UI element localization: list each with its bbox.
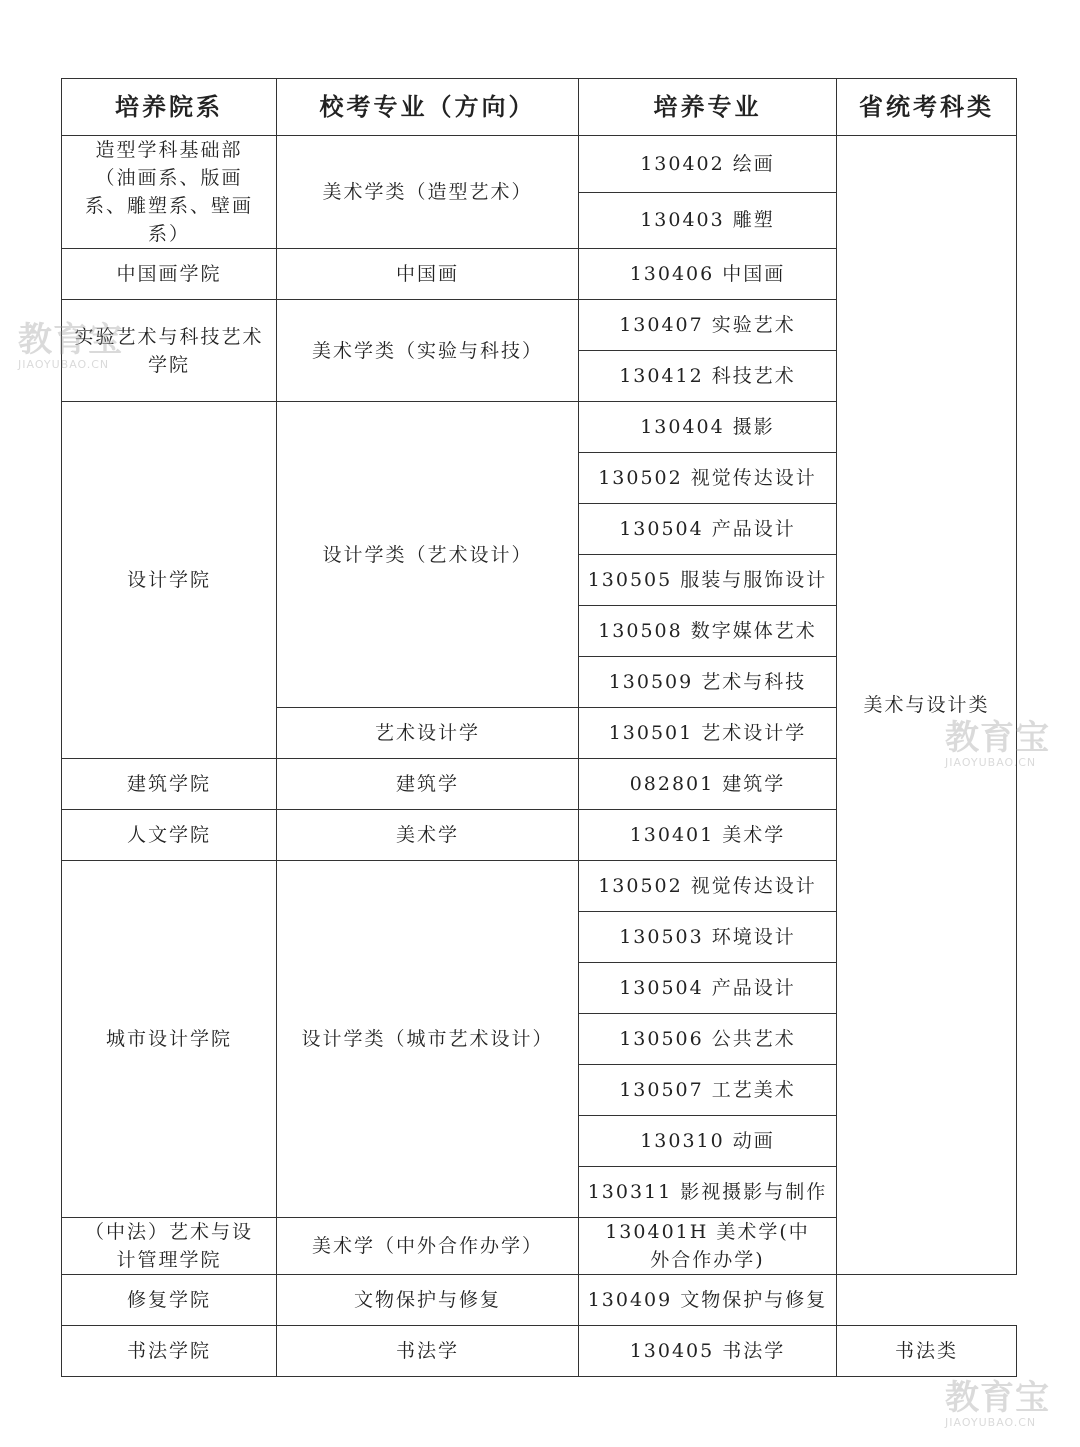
exam-cell: 文物保护与修复 — [277, 1275, 579, 1326]
header-row — [62, 79, 1017, 136]
header-major: 培养专业 — [579, 79, 837, 136]
major-cell: 130506 公共艺术 — [579, 1014, 837, 1065]
dept-cell: 修复学院 — [62, 1275, 277, 1326]
major-cell: 130504 产品设计 — [579, 963, 837, 1014]
table-row — [62, 136, 1017, 193]
major-cell: 130401H 美术学(中外合作办学) — [579, 1218, 837, 1275]
exam-cell: 艺术设计学 — [277, 708, 579, 759]
exam-cell: 设计学类（艺术设计） — [277, 402, 579, 708]
category-cell-calligraphy: 书法类 — [837, 1326, 1017, 1377]
dept-cell: 人文学院 — [62, 810, 277, 861]
exam-cell: 美术学 — [277, 810, 579, 861]
dept-cell: 书法学院 — [62, 1326, 277, 1377]
dept-cell: 实验艺术与科技艺术学院 — [62, 300, 277, 402]
table-row — [62, 1326, 1017, 1377]
major-cell: 130405 书法学 — [579, 1326, 837, 1377]
watermark-url: JIAOYUBAO.CN — [945, 756, 1037, 769]
watermark-url: JIAOYUBAO.CN — [945, 1416, 1037, 1429]
watermark-logo — [945, 1380, 1050, 1429]
major-cell: 082801 建筑学 — [579, 759, 837, 810]
majors-table — [61, 78, 1017, 1377]
dept-cell: （中法）艺术与设计管理学院 — [62, 1218, 277, 1275]
dept-cell: 建筑学院 — [62, 759, 277, 810]
dept-cell: 设计学院 — [62, 402, 277, 759]
major-cell: 130505 服装与服饰设计 — [579, 555, 837, 606]
dept-cell: 城市设计学院 — [62, 861, 277, 1218]
major-cell: 130502 视觉传达设计 — [579, 453, 837, 504]
watermark-text: 教育宝 — [945, 718, 1050, 758]
major-cell: 130503 环境设计 — [579, 912, 837, 963]
watermark-text: 教育宝 — [18, 320, 123, 360]
major-cell: 130401 美术学 — [579, 810, 837, 861]
major-cell: 130509 艺术与科技 — [579, 657, 837, 708]
major-cell: 130409 文物保护与修复 — [579, 1275, 837, 1326]
dept-cell: 造型学科基础部（油画系、版画系、雕塑系、壁画系） — [62, 136, 277, 249]
exam-cell: 美术学类（实验与科技） — [277, 300, 579, 402]
watermark-text: 教育宝 — [945, 1378, 1050, 1418]
major-cell: 130403 雕塑 — [579, 192, 837, 249]
major-cell: 130504 产品设计 — [579, 504, 837, 555]
major-cell: 130402 绘画 — [579, 136, 837, 193]
major-cell: 130508 数字媒体艺术 — [579, 606, 837, 657]
exam-cell: 美术学（中外合作办学） — [277, 1218, 579, 1275]
exam-cell: 美术学类（造型艺术） — [277, 136, 579, 249]
category-cell-art: 美术与设计类 — [837, 136, 1017, 1275]
table-row — [62, 1275, 1017, 1326]
header-dept: 培养院系 — [62, 79, 277, 136]
major-cell: 130407 实验艺术 — [579, 300, 837, 351]
exam-cell: 建筑学 — [277, 759, 579, 810]
major-cell: 130501 艺术设计学 — [579, 708, 837, 759]
header-category: 省统考科类 — [837, 79, 1017, 136]
major-cell: 130406 中国画 — [579, 249, 837, 300]
major-cell: 130502 视觉传达设计 — [579, 861, 837, 912]
major-cell: 130412 科技艺术 — [579, 351, 837, 402]
exam-cell: 书法学 — [277, 1326, 579, 1377]
exam-cell: 设计学类（城市艺术设计） — [277, 861, 579, 1218]
exam-cell: 中国画 — [277, 249, 579, 300]
dept-cell: 中国画学院 — [62, 249, 277, 300]
major-cell: 130310 动画 — [579, 1116, 837, 1167]
header-exam: 校考专业（方向） — [277, 79, 579, 136]
watermark-url: JIAOYUBAO.CN — [18, 358, 110, 371]
major-cell: 130311 影视摄影与制作 — [579, 1167, 837, 1218]
major-cell: 130404 摄影 — [579, 402, 837, 453]
major-cell: 130507 工艺美术 — [579, 1065, 837, 1116]
